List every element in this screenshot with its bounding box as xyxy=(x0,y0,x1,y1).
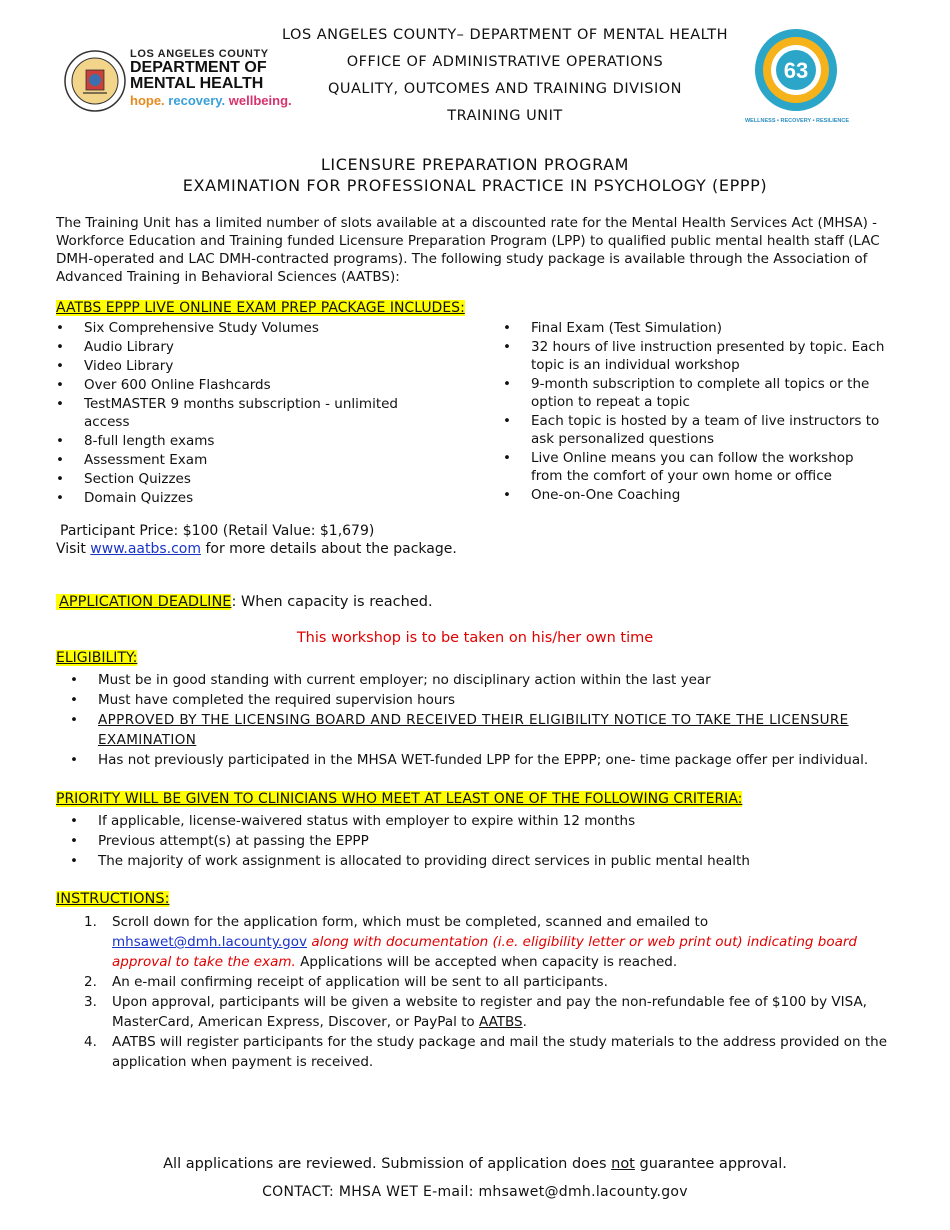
instruction-3-tail: . xyxy=(522,1014,527,1030)
instruction-3-text: Upon approval, participants will be given a website to register and pay the non-refundable fee of $100 by VISA, MasterCard, American Express, Discover, or PayPal to xyxy=(112,994,867,1030)
mhsa-seal-icon xyxy=(754,28,838,112)
mhsa-number: 63 xyxy=(783,58,809,83)
licensing-approval-text: APPROVED BY THE LICENSING BOARD AND RECEIVED THEIR ELIGIBILITY NOTICE TO TAKE THE LICENSURE EXAMINATION xyxy=(98,712,849,748)
list-item: • 9-month subscription to complete all topics or the option to repeat a topic xyxy=(503,375,888,411)
deadline-label: APPLICATION DEADLINE xyxy=(56,594,231,610)
deadline-text: : When capacity is reached. xyxy=(231,594,433,610)
item-number: 4. xyxy=(84,1034,97,1050)
list-item: • Previous attempt(s) at passing the EPPP xyxy=(56,831,901,851)
list-item xyxy=(56,1032,896,1072)
title-line-2: EXAMINATION FOR PROFESSIONAL PRACTICE IN PSYCHOLOGY (EPPP) xyxy=(182,176,768,195)
aatbs-underlined: AATBS xyxy=(478,1014,523,1030)
review-text-b: guarantee approval. xyxy=(639,1156,787,1172)
priority-heading xyxy=(56,791,742,807)
list-item: • One-on-One Coaching xyxy=(503,486,888,504)
list-item: • Over 600 Online Flashcards xyxy=(56,376,416,394)
list-item: • Must have completed the required supervision hours xyxy=(56,690,901,710)
mhsa-tagline: WELLNESS • RECOVERY • RESILIENCE xyxy=(744,118,850,124)
list-item: • Domain Quizzes xyxy=(56,489,416,507)
list-item: • Section Quizzes xyxy=(56,470,416,488)
package-heading-text: AATBS EPPP LIVE ONLINE EXAM PREP PACKAGE INCLUDES: xyxy=(56,300,465,316)
instruction-2-text: An e-mail confirming receipt of application will be sent to all participants. xyxy=(112,974,608,990)
list-item: • TestMASTER 9 months subscription - unlimited access xyxy=(56,395,416,431)
list-item: • Must be in good standing with current employer; no disciplinary action within the last year xyxy=(56,670,901,690)
visit-suffix: for more details about the package. xyxy=(205,541,457,557)
instruction-1-tail: Applications will be accepted when capacity is reached. xyxy=(300,954,678,970)
tagline-hope: hope. xyxy=(130,93,165,108)
header-line-2: OFFICE OF ADMINISTRATIVE OPERATIONS xyxy=(346,54,664,70)
participant-price: Participant Price: $100 (Retail Value: $1,679) xyxy=(60,523,375,539)
instructions-heading-text: INSTRUCTIONS: xyxy=(56,891,170,907)
list-item xyxy=(56,912,896,972)
eligibility-heading xyxy=(56,650,137,666)
logo-line-1: LOS ANGELES COUNTY xyxy=(130,48,269,60)
contact-line: CONTACT: MHSA WET E-mail: mhsawet@dmh.lacounty.gov xyxy=(262,1184,688,1200)
review-not: not xyxy=(611,1156,635,1172)
eligibility-list xyxy=(56,670,901,770)
visit-prefix: Visit xyxy=(56,541,86,557)
county-seal-icon xyxy=(64,50,126,112)
list-item: • Six Comprehensive Study Volumes xyxy=(56,319,416,337)
header-line-4: TRAINING UNIT xyxy=(447,108,563,124)
list-item: • Each topic is hosted by a team of live instructors to ask personalized questions xyxy=(503,412,888,448)
logo-line-3: MENTAL HEALTH xyxy=(130,75,264,92)
item-number: 2. xyxy=(84,974,97,990)
list-item: • Final Exam (Test Simulation) xyxy=(503,319,888,337)
intro-paragraph: The Training Unit has a limited number of slots available at a discounted rate for the Mental Health Services Act (MHSA) - Workforce Education and Training funded Licensure Preparation Program (LPP) to qualified public mental health staff (LAC DMH-operated and LAC DMH-contracted programs). The following study package is available through the Association of Advanced Training in Behavioral Sciences (AATBS): xyxy=(56,215,880,285)
list-item: • Video Library xyxy=(56,357,416,375)
logo-line-2: DEPARTMENT OF xyxy=(130,59,267,76)
visit-line xyxy=(56,541,457,557)
review-text-a: All applications are reviewed. Submission of application does xyxy=(163,1156,607,1172)
aatbs-link[interactable]: www.aatbs.com xyxy=(90,541,201,557)
instructions-list xyxy=(56,912,896,1072)
list-item: • The majority of work assignment is allocated to providing direct services in public mental health xyxy=(56,851,901,871)
mhsa-logo xyxy=(738,28,856,128)
item-number: 3. xyxy=(84,994,97,1010)
review-note xyxy=(0,1156,950,1172)
application-deadline xyxy=(56,594,433,610)
package-left-list xyxy=(56,319,416,508)
priority-heading-text: PRIORITY WILL BE GIVEN TO CLINICIANS WHO MEET AT LEAST ONE OF THE FOLLOWING CRITERIA: xyxy=(56,791,743,807)
list-item: • Live Online means you can follow the workshop from the comfort of your own home or office xyxy=(503,449,888,485)
own-time-notice: This workshop is to be taken on his/her own time xyxy=(296,630,654,646)
list-item: • If applicable, license-waivered status with employer to expire within 12 months xyxy=(56,811,901,831)
eligibility-heading-text: ELIGIBILITY: xyxy=(56,650,138,666)
list-item: • 8-full length exams xyxy=(56,432,416,450)
package-right-list xyxy=(503,319,888,505)
list-item: • Assessment Exam xyxy=(56,451,416,469)
package-heading xyxy=(56,300,465,316)
list-item xyxy=(56,972,896,992)
list-item xyxy=(56,710,901,750)
priority-list xyxy=(56,811,901,871)
title-line-1: LICENSURE PREPARATION PROGRAM xyxy=(320,155,630,174)
list-item xyxy=(56,992,896,1032)
instruction-1-red: along with documentation (i.e. eligibility letter or web print out) indicating board approval to take the exam. xyxy=(112,934,857,970)
list-item: • Has not previously participated in the MHSA WET-funded LPP for the EPPP; one- time package offer per individual. xyxy=(56,750,901,770)
header-line-3: QUALITY, OUTCOMES AND TRAINING DIVISION xyxy=(327,81,683,97)
list-item: • 32 hours of live instruction presented by topic. Each topic is an individual workshop xyxy=(503,338,888,374)
item-number: 1. xyxy=(84,914,97,930)
instruction-1-text: Scroll down for the application form, which must be completed, scanned and emailed to xyxy=(112,914,709,930)
tagline-recovery: recovery. xyxy=(168,93,226,108)
list-item: • Audio Library xyxy=(56,338,416,356)
email-link[interactable]: mhsawet@dmh.lacounty.gov xyxy=(112,934,308,950)
tagline-wellbeing: wellbeing. xyxy=(228,93,292,108)
header-line-1: LOS ANGELES COUNTY– DEPARTMENT OF MENTAL HEALTH xyxy=(281,27,729,43)
instructions-heading xyxy=(56,891,169,907)
instruction-4-text: AATBS will register participants for the study package and mail the study materials to the address provided on the application when payment is received. xyxy=(112,1034,888,1070)
